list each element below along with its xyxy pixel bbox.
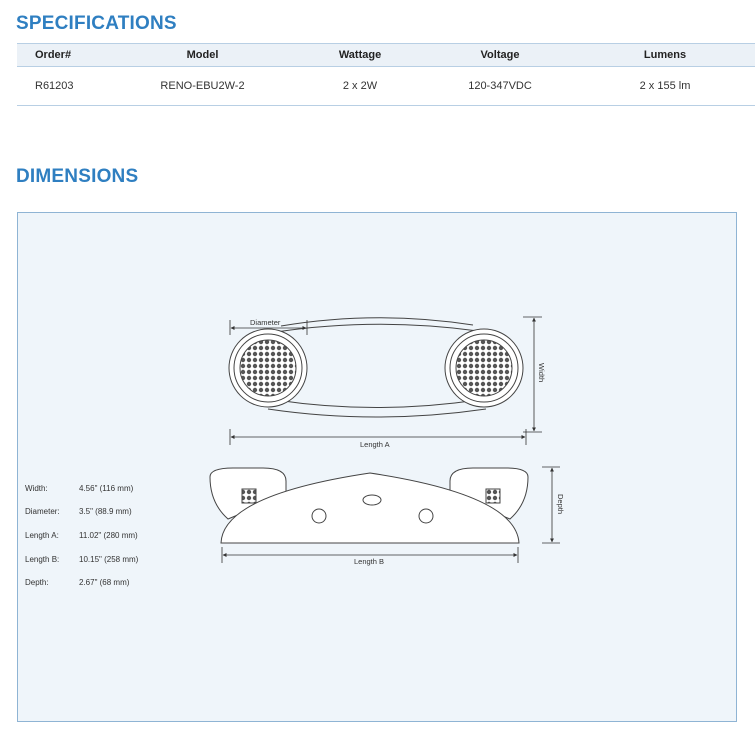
- table-header-row: [17, 44, 755, 67]
- dimension-value-depth: 2.67" (68 mm): [79, 578, 130, 587]
- dimension-label-length-a: Length A:: [25, 531, 59, 540]
- cell-model: RENO-EBU2W-2: [110, 67, 295, 106]
- dimension-value-length-a: 11.02" (280 mm): [79, 531, 138, 540]
- column-header-order: Order#: [17, 44, 110, 67]
- specifications-table: [17, 43, 755, 106]
- dimension-label-length-b: Length B:: [25, 555, 60, 564]
- dimension-value-length-b: 10.15" (258 mm): [79, 555, 139, 564]
- length-a-label: Length A: [360, 440, 390, 449]
- cell-voltage: 120-347VDC: [425, 67, 575, 106]
- cell-order: R61203: [17, 67, 110, 106]
- left-lamp-head: [229, 329, 307, 407]
- column-header-lumens: Lumens: [575, 44, 755, 67]
- width-label: Width: [537, 363, 546, 383]
- dimension-label-diameter: Diameter:: [25, 507, 60, 516]
- dimension-value-diameter: 3.5" (88.9 mm): [79, 507, 132, 516]
- dimensions-heading: DIMENSIONS: [16, 166, 139, 187]
- length-b-label: Length B: [354, 557, 385, 566]
- column-header-model: Model: [110, 44, 295, 67]
- dimension-label-depth: Depth:: [25, 578, 49, 587]
- column-header-wattage: Wattage: [295, 44, 425, 67]
- dimensions-panel: [17, 212, 737, 722]
- table-row: [17, 67, 755, 106]
- right-lamp-head: [445, 329, 523, 407]
- cell-lumens: 2 x 155 lm: [575, 67, 755, 106]
- column-header-voltage: Voltage: [425, 44, 575, 67]
- top-view: [229, 318, 523, 417]
- specifications-heading: SPECIFICATIONS: [16, 13, 177, 34]
- diameter-label: Diameter: [250, 318, 281, 327]
- cell-wattage: 2 x 2W: [295, 67, 425, 106]
- depth-label: Depth: [556, 494, 565, 515]
- dimension-label-width: Width:: [25, 484, 48, 493]
- dimension-value-width: 4.56" (116 mm): [79, 484, 134, 493]
- front-view: [210, 468, 528, 543]
- product-dimension-drawing: [18, 213, 736, 721]
